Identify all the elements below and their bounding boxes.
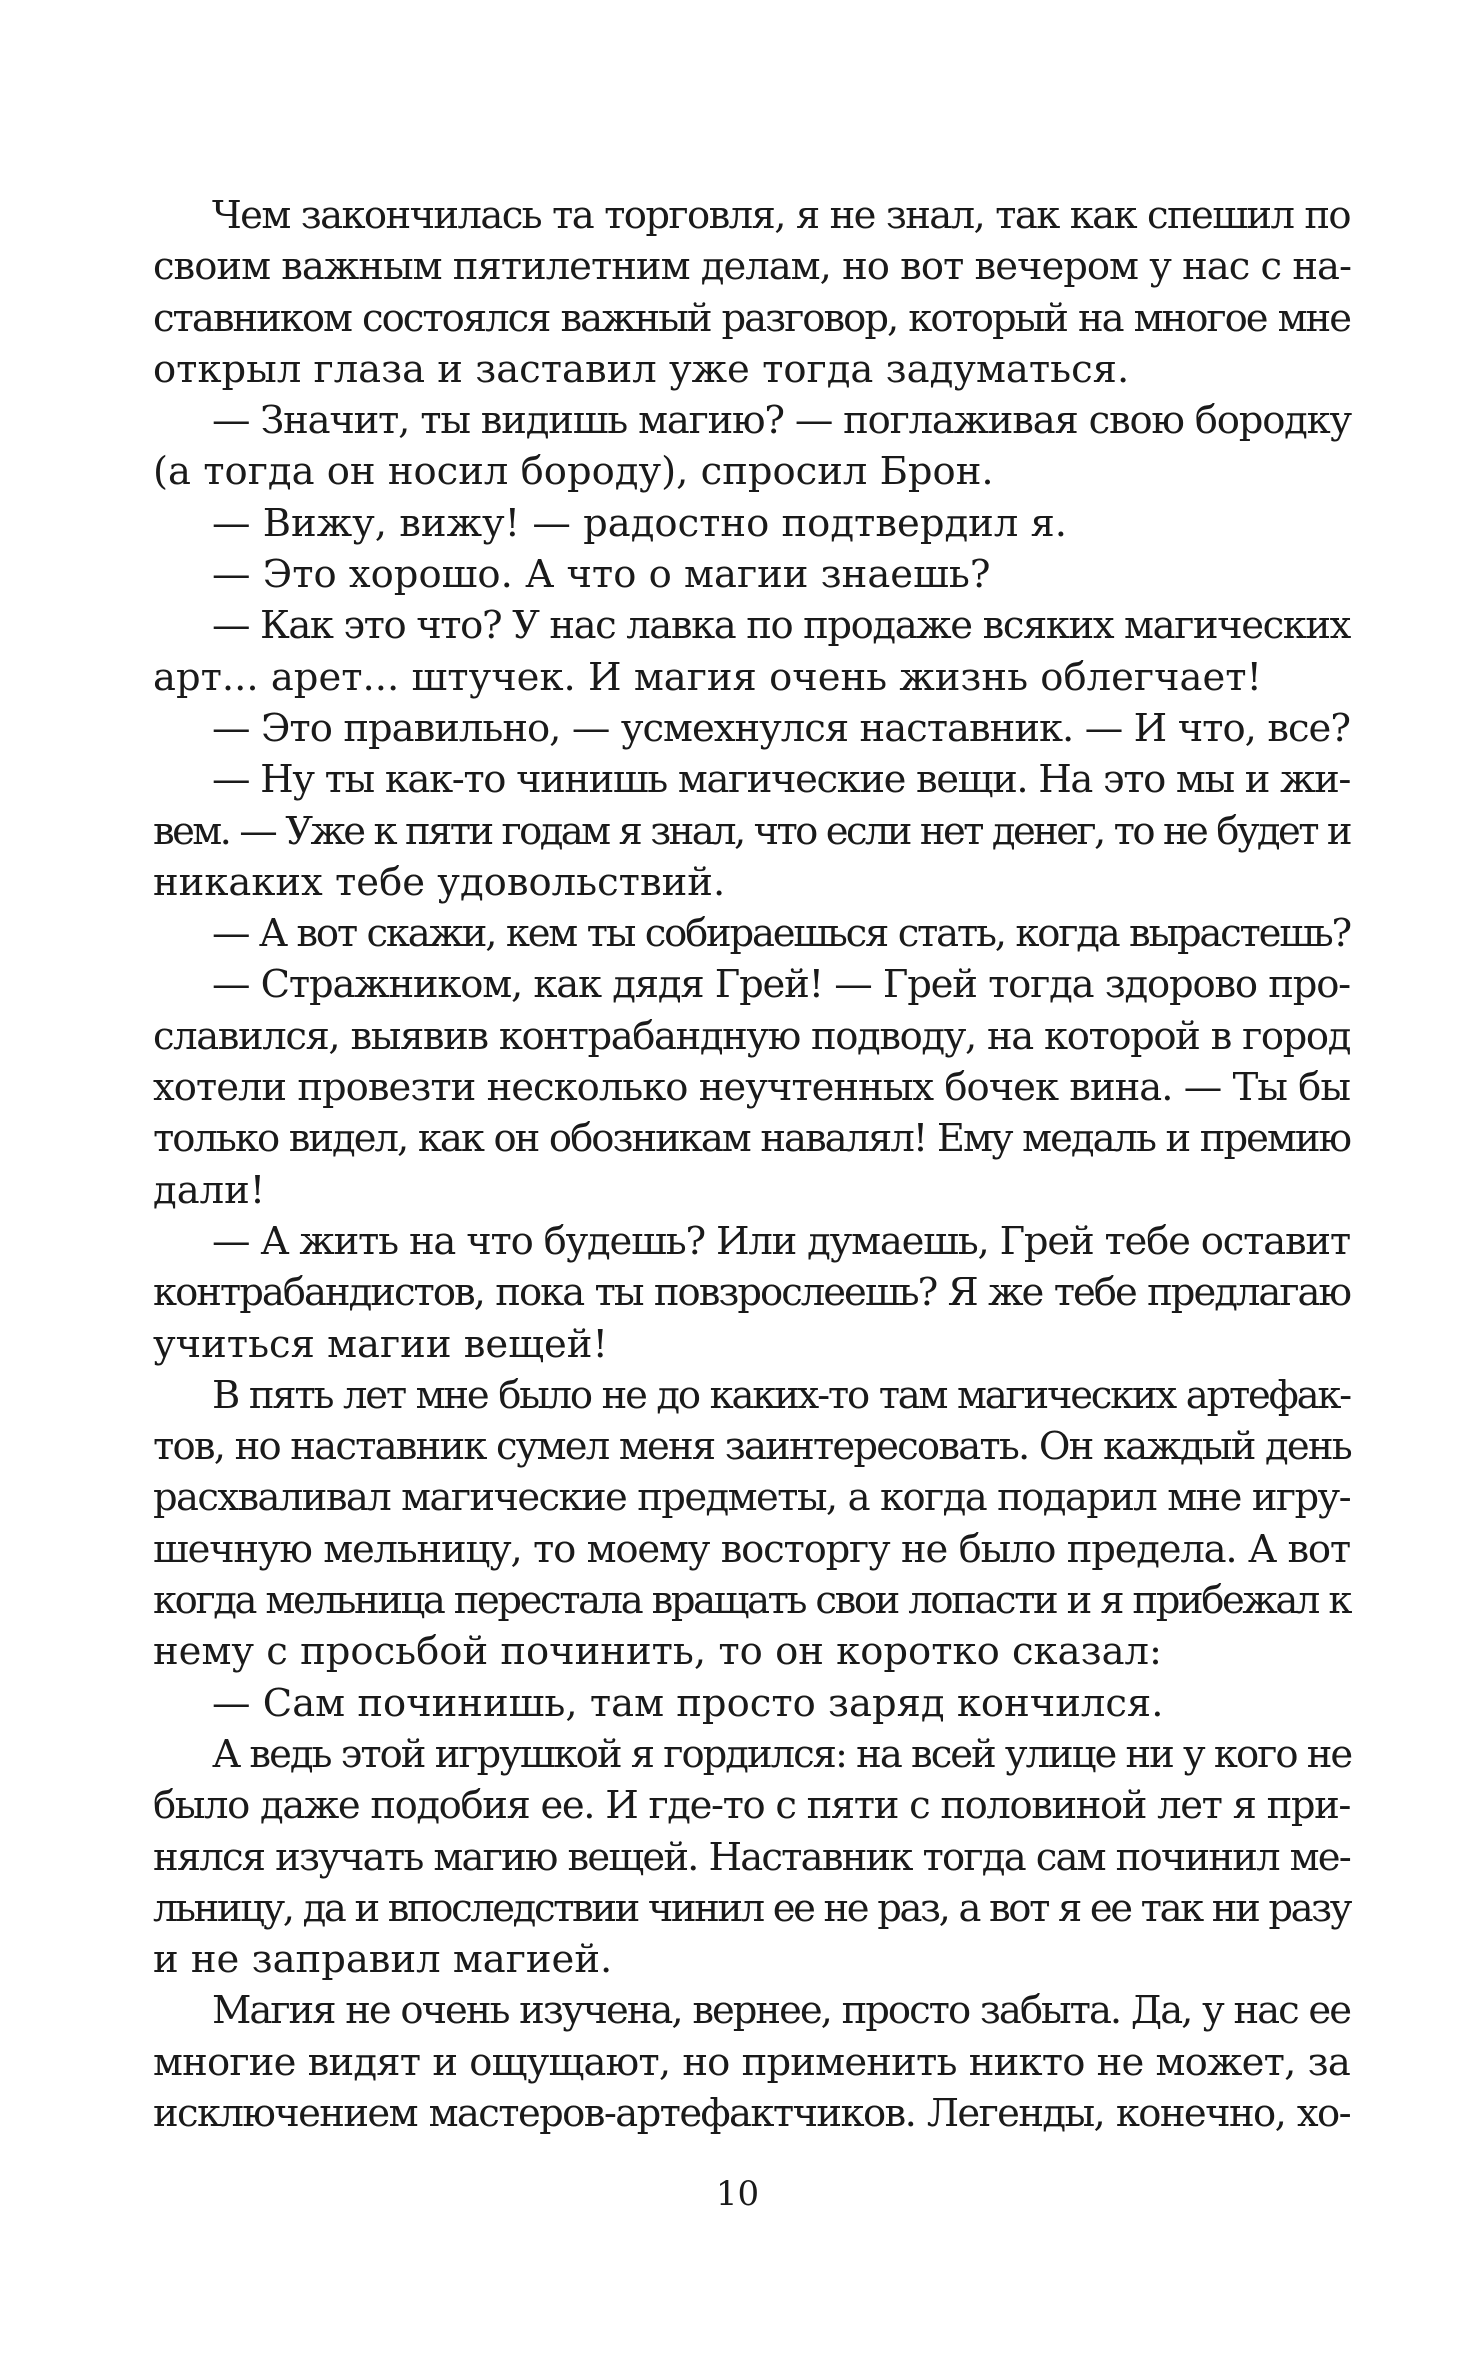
text-line: только видел, как он обозникам навалял! Ему медаль и премию: [153, 1116, 1350, 1162]
text-line: никаких тебе удовольствий.: [153, 859, 726, 905]
text-line: арт... арет... штучек. И магия очень жизнь облегчает!: [153, 654, 1263, 700]
text-line: славился, выявив контрабандную подводу, на которой в город: [153, 1013, 1350, 1059]
text-line: и не заправил магией.: [153, 1937, 613, 1983]
text-line: контрабандистов, пока ты повзрослеешь? Я же тебе предлагаю: [153, 1270, 1350, 1316]
text-line: учиться магии вещей!: [153, 1321, 608, 1367]
text-line: нему с просьбой починить, то он коротко сказал:: [153, 1629, 1162, 1675]
text-line: исключением мастеров-артефактчиков. Легенды, конечно, хо-: [153, 2090, 1350, 2136]
text-line: льницу, да и впоследствии чинил ее не раз, а вот я ее так ни разу: [153, 1885, 1350, 1931]
text-line: — А вот скажи, кем ты собираешься стать, когда вырастешь?: [212, 911, 1350, 957]
text-line: — Стражником, как дядя Грей! — Грей тогда здорово про-: [212, 962, 1350, 1008]
text-line: тов, но наставник сумел меня заинтересовать. Он каждый день: [153, 1424, 1351, 1470]
text-line: ставником состоялся важный разговор, который на многое мне: [153, 295, 1350, 341]
text-line: нялся изучать магию вещей. Наставник тогда сам починил ме-: [153, 1834, 1350, 1880]
text-line: — Вижу, вижу! — радостно подтвердил я.: [212, 500, 1068, 546]
text-line: — Ну ты как-то чинишь магические вещи. На это мы и жи-: [212, 757, 1350, 803]
text-line: — А жить на что будешь? Или думаешь, Грей тебе оставит: [212, 1218, 1350, 1264]
text-line: (а тогда он носил бороду), спросил Брон.: [153, 449, 994, 495]
text-line: Магия не очень изучена, вернее, просто забыта. Да, у нас ее: [212, 1988, 1350, 2034]
text-line: — Сам починишь, там просто заряд кончился.: [212, 1680, 1164, 1726]
body-text: [153, 190, 1350, 2139]
text-line: расхваливал магические предметы, а когда подарил мне игру-: [153, 1475, 1350, 1521]
text-line: дали!: [153, 1167, 266, 1213]
text-line: — Значит, ты видишь магию? — поглаживая свою бородку: [212, 398, 1351, 444]
text-line: — Это правильно, — усмехнулся наставник. — И что, все?: [212, 705, 1350, 751]
text-line: — Как это что? У нас лавка по продаже всяких магических: [212, 603, 1350, 649]
text-line: было даже подобия ее. И где-то с пяти с половиной лет я при-: [153, 1783, 1350, 1829]
text-line: хотели провезти несколько неучтенных бочек вина. — Ты бы: [153, 1065, 1350, 1111]
text-line: многие видят и ощущают, но применить никто не может, за: [153, 2039, 1350, 2085]
text-line: Чем закончилась та торговля, я не знал, так как спешил по: [212, 193, 1350, 238]
text-line: вем. — Уже к пяти годам я знал, что если нет денег, то не будет и: [153, 808, 1350, 854]
text-line: — Это хорошо. А что о магии знаешь?: [212, 552, 991, 598]
text-line: открыл глаза и заставил уже тогда задуматься.: [153, 346, 1130, 392]
text-line: когда мельница перестала вращать свои лопасти и я прибежал к: [153, 1578, 1350, 1624]
text-line: В пять лет мне было не до каких-то там магических артефак-: [212, 1372, 1350, 1418]
text-line: шечную мельницу, то моему восторгу не было предела. А вот: [153, 1526, 1350, 1572]
text-line: своим важным пятилетним делам, но вот вечером у нас с на-: [153, 244, 1351, 290]
text-line: А ведь этой игрушкой я гордился: на всей улице ни у кого не: [212, 1731, 1352, 1777]
page-number: 10: [715, 2174, 760, 2214]
